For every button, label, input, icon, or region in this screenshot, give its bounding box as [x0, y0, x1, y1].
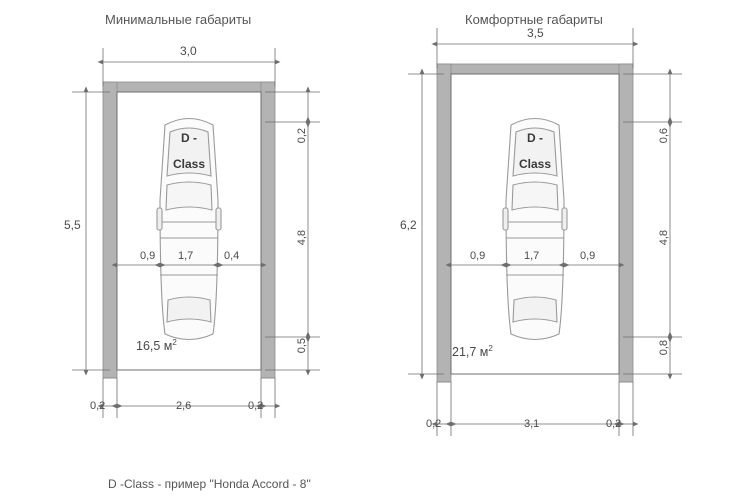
right-plan-title: Комфортные габариты: [465, 12, 603, 27]
right-bottom-center-label: 3,1: [524, 418, 540, 430]
diagram-caption: D -Class - пример "Honda Accord - 8": [108, 477, 311, 491]
right-gap-right-label: 0,9: [580, 250, 596, 262]
left-gap-right-label: 0,4: [224, 250, 240, 262]
left-car-label-line1: D -: [181, 131, 197, 145]
left-gap-left-label: 0,9: [140, 250, 156, 262]
left-bottom-left-label: 0,2: [90, 400, 106, 412]
left-top-width-label: 3,0: [180, 44, 197, 58]
left-area-label: 16,5 $м^2$: [136, 338, 177, 354]
right-bottom-gap-label: 0,8: [658, 340, 670, 356]
left-car-shape: [157, 119, 221, 340]
left-bottom-center-label: 2,6: [176, 400, 192, 412]
right-car-label-line2: Class: [518, 157, 552, 171]
right-outer-height-label: 6,2: [400, 218, 417, 232]
right-top-gap-label: 0,6: [658, 128, 670, 144]
left-outer-height-label: 5,5: [64, 218, 81, 232]
right-area-label: 21,7 $м^2$: [452, 344, 493, 360]
right-top-width-label: 3,5: [527, 26, 544, 40]
right-bottom-left-label: 0,2: [426, 418, 442, 430]
right-gap-left-label: 0,9: [470, 250, 486, 262]
right-car-shape: [503, 119, 567, 340]
left-top-gap-label: 0,2: [296, 128, 308, 144]
right-car-label-line1: D -: [527, 131, 543, 145]
right-car-width-label: 1,7: [524, 250, 540, 262]
right-bottom-right-label: 0,2: [606, 418, 622, 430]
left-bottom-right-label: 0,2: [248, 400, 264, 412]
left-bottom-dimensions: [103, 378, 275, 418]
left-bottom-gap-label: 0,5: [296, 338, 308, 354]
left-inner-height-label: 4,8: [296, 230, 308, 246]
left-car-width-label: 1,7: [178, 250, 194, 262]
left-car-label-line2: Class: [172, 157, 206, 171]
left-plan-title: Минимальные габариты: [105, 12, 252, 27]
right-inner-height-label: 4,8: [658, 230, 670, 246]
